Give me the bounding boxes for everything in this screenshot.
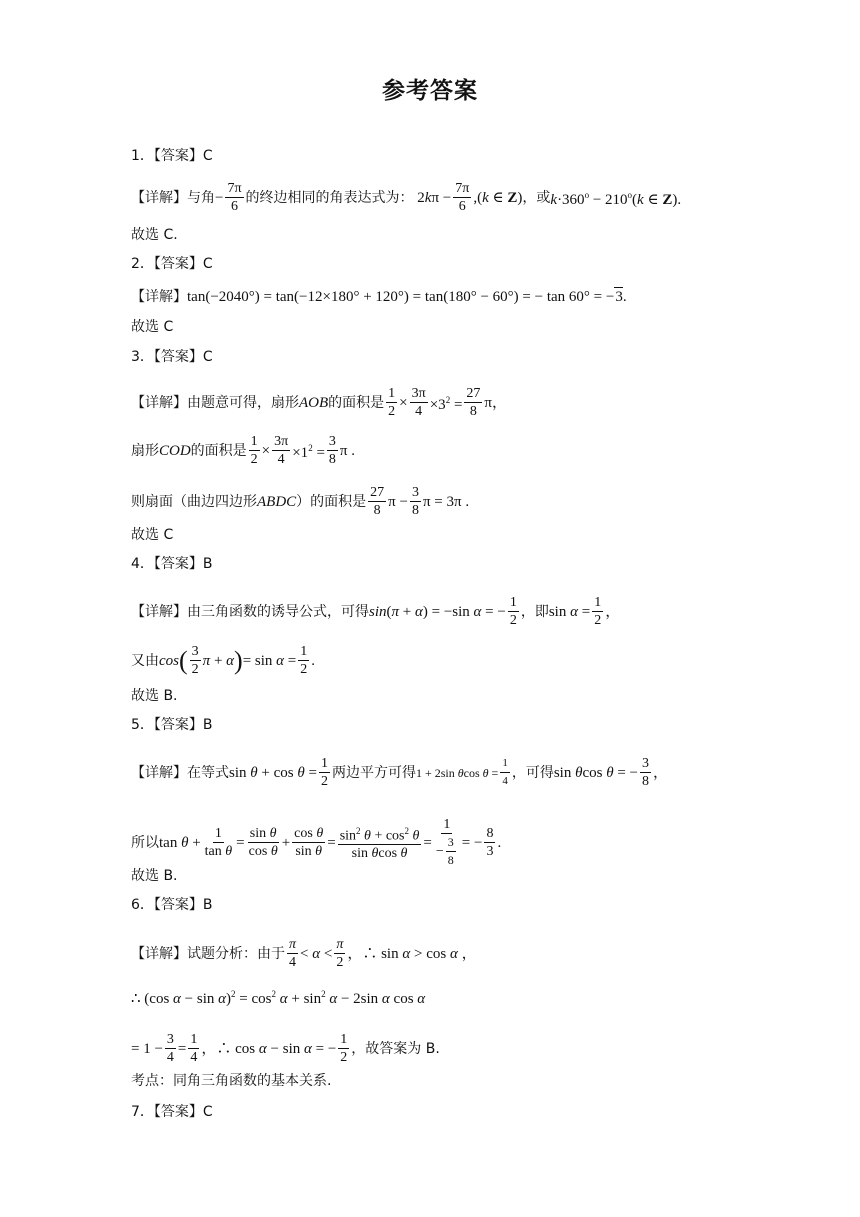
q2-detail: 【详解】 tan(−2040°) = tan(−12×180° + 120°) = tan(180° − 60°) = − tan 60° = − 3 .: [131, 288, 627, 305]
q4-detail-1: 【详解】 由三角函数的诱导公式，可得 sin (π + α) = −sin α = − $\frac{1}{2}$ ，即 sin α = $\frac{1}{2}$ ，: [131, 595, 621, 628]
q5-detail-1: 【详解】 在等式 sin θ + cos θ = $\frac{1}{2}$ 两边平方可得 1 + 2sin θcos θ = $\frac{1}{4}$ ，可得 sin θcos θ = − $\frac{3}{8}$ ，: [131, 756, 669, 789]
q3-detail-3: 则扇面（曲边四边形 ABDC ）的面积是 $\frac{27}{8}$ π − $\frac{3}{8}$ π = 3π .: [131, 485, 470, 518]
q5-detail-2: 所以 tan θ + $\frac{1}{\text{tan θ}}$ = $\frac{\text{sin θ}}{\text{cos θ}}$ + $\frac{\text{cos θ}}{\text{sin θ}}$ = $\frac{\sin^2 \theta + \cos^2 \theta}{\text{sin θcos θ}}$ = 1 − $\frac{3}{8}$ = − $\frac{8}{3}$ .: [131, 817, 502, 867]
q3-header: 3．【答案】C: [131, 349, 213, 365]
q5-header: 5．【答案】B: [131, 717, 213, 733]
q4-conclusion: 故选 B.: [131, 688, 178, 704]
q6-detail-1: 【详解】 试题分析：由于 $\frac{\pi}{4}$ < α < $\frac{\pi}{2}$ ，∴ sin α > cos α ，: [131, 937, 477, 970]
q5-conclusion: 故选 B.: [131, 868, 178, 884]
q3-detail-1: 【详解】 由题意可得，扇形 AOB 的面积是 $\frac{1}{2}$ × $\frac{3\pi}{4}$ $\times 3^2$ = $\frac{27}{8}$ π，: [131, 386, 507, 419]
q4-detail-2: 又由 cos ( $\frac{3}{2}$ π + α ) = sin α = $\frac{1}{2}$ .: [131, 644, 316, 677]
q6-note: 考点：同角三角函数的基本关系.: [131, 1073, 332, 1089]
q7-header: 7．【答案】C: [131, 1104, 213, 1120]
q6-header: 6．【答案】B: [131, 897, 213, 913]
q6-detail-2: ∴ (cos $\alpha - \sin \alpha)^2 = \cos^2 \alpha + \sin^2 \alpha - 2\sin$ α cos α: [131, 989, 426, 1007]
q1-detail: 【详解】 与角 − $\frac{7\pi}{6}$ 的终边相同的角表达式为： 2kπ − $\frac{7\pi}{6}$ ,(k ∈ Z) ，或 $k\cdot 360^o - 210^o(k$ ∈ Z).: [131, 181, 682, 214]
q2-conclusion: 故选 C: [131, 319, 174, 335]
q1-conclusion: 故选 C.: [131, 227, 178, 243]
q1-header: 1．【答案】C: [131, 148, 213, 164]
q2-header: 2．【答案】C: [131, 256, 213, 272]
q3-detail-2: 扇形 COD 的面积是 $\frac{1}{2}$ × $\frac{3\pi}{4}$ $\times 1^2$ = $\frac{3}{8}$ π .: [131, 434, 355, 467]
page-title: 参考答案: [382, 78, 478, 104]
q6-detail-3: = 1 − $\frac{3}{4}$ = $\frac{1}{4}$ ，∴ cos α − sin α = − $\frac{1}{2}$ ，故答案为 B.: [131, 1032, 440, 1065]
q4-header: 4．【答案】B: [131, 556, 213, 572]
q3-conclusion: 故选 C: [131, 527, 174, 543]
